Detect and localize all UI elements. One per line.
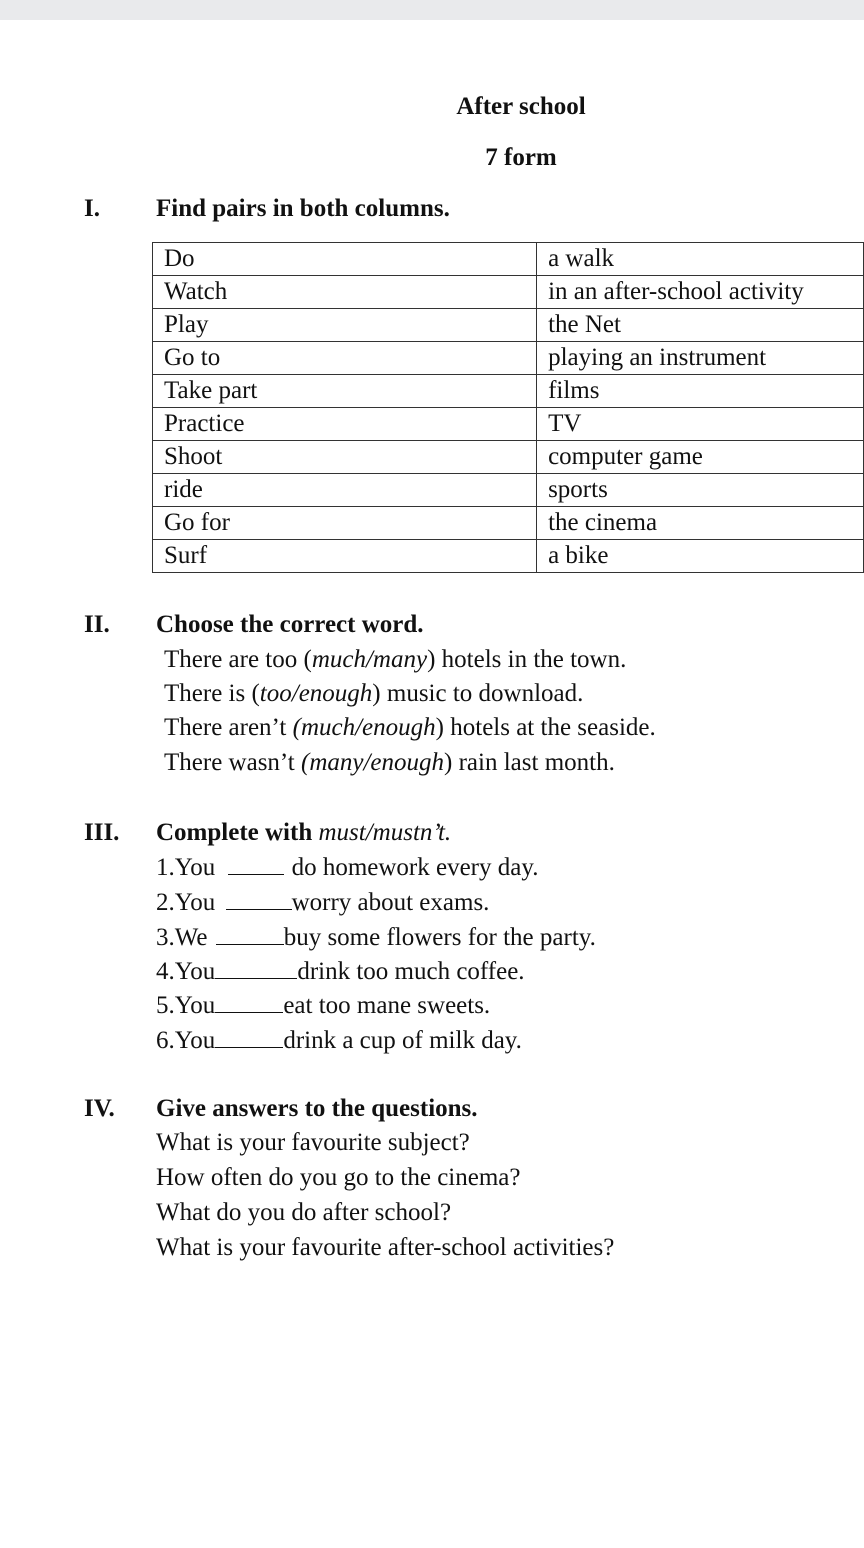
right-cell: TV (537, 408, 864, 441)
left-cell: Surf (153, 540, 537, 573)
task-4-number: IV. (84, 1095, 115, 1122)
word-choice: (much/enough (292, 714, 436, 741)
table-row (153, 375, 864, 408)
item-end: do homework every day. (291, 854, 539, 881)
top-status-bar (0, 0, 864, 20)
table-row (153, 309, 864, 342)
right-cell: a bike (537, 540, 864, 573)
task-2-heading: Choose the correct word. (156, 611, 424, 638)
word-choice: too/enough (259, 680, 373, 707)
item-end: buy some flowers for the party. (283, 924, 596, 951)
task-1-number: I. (84, 195, 100, 222)
table-row (153, 507, 864, 540)
right-cell: computer game (537, 441, 864, 474)
task-3-heading-words: must/mustn’t. (318, 819, 452, 846)
item-end: worry about exams. (291, 889, 490, 916)
table-row (153, 408, 864, 441)
left-cell: Watch (153, 276, 537, 309)
table-row (153, 441, 864, 474)
left-cell: Take part (153, 375, 537, 408)
item-end: drink a cup of milk day. (283, 1027, 522, 1054)
answer-blank (216, 922, 284, 945)
task-4-heading: Give answers to the questions. (156, 1095, 478, 1122)
choice-sentence (164, 679, 583, 709)
answer-blank (226, 887, 292, 910)
page-subtitle: 7 form (485, 144, 557, 171)
left-cell: Go for (153, 507, 537, 540)
gap-fill-item (156, 990, 490, 1021)
answer-blank (228, 852, 284, 875)
left-cell: Go to (153, 342, 537, 375)
choice-sentence (164, 748, 615, 778)
sentence-end: ) hotels in the town. (427, 646, 627, 673)
right-cell: the cinema (537, 507, 864, 540)
right-cell: a walk (537, 243, 864, 276)
table-row (153, 243, 864, 276)
sentence-end: ) hotels at the seaside. (435, 714, 656, 741)
table-row (153, 342, 864, 375)
task-2-number: II. (84, 611, 110, 638)
item-start: 3.We (156, 924, 214, 951)
question: What is your favourite subject? (156, 1129, 470, 1156)
right-cell: in an after-school activity (537, 276, 864, 309)
table-row (153, 474, 864, 507)
sentence-start: There aren’t (164, 714, 293, 741)
left-cell: ride (153, 474, 537, 507)
question: How often do you go to the cinema? (156, 1164, 521, 1191)
task-3-heading-text: Complete with (156, 819, 319, 846)
item-start: 4.You (156, 958, 216, 985)
right-cell: films (537, 375, 864, 408)
gap-fill-item (156, 852, 538, 883)
left-cell: Shoot (153, 441, 537, 474)
answer-blank (215, 956, 297, 979)
sentence-start: There is ( (164, 680, 260, 707)
sentence-start: There wasn’t (164, 749, 301, 776)
item-end: drink too much coffee. (297, 958, 525, 985)
right-cell: sports (537, 474, 864, 507)
right-cell: the Net (537, 309, 864, 342)
gap-fill-item (156, 922, 596, 953)
gap-fill-item (156, 956, 525, 987)
page-title: After school (456, 93, 586, 120)
sentence-start: There are too ( (164, 646, 312, 673)
gap-fill-item (156, 887, 489, 918)
question: What is your favourite after-school activities? (156, 1234, 615, 1261)
sentence-end: ) music to download. (372, 680, 584, 707)
item-start: 6.You (156, 1027, 216, 1054)
question: What do you do after school? (156, 1199, 452, 1226)
left-cell: Play (153, 309, 537, 342)
left-cell: Do (153, 243, 537, 276)
task-3-number: III. (84, 819, 120, 846)
table-row (153, 540, 864, 573)
choice-sentence (164, 713, 656, 743)
answer-blank (215, 990, 283, 1013)
item-end: eat too mane sweets. (283, 992, 491, 1019)
right-cell: playing an instrument (537, 342, 864, 375)
table-row (153, 276, 864, 309)
left-cell: Practice (153, 408, 537, 441)
item-start: 2.You (156, 889, 222, 916)
item-start: 1.You (156, 854, 222, 881)
word-choice: (many/enough (301, 749, 445, 776)
answer-blank (215, 1025, 283, 1048)
task-1-heading: Find pairs in both columns. (156, 195, 450, 222)
pairs-table (152, 242, 864, 573)
sentence-end: ) rain last month. (444, 749, 615, 776)
item-start: 5.You (156, 992, 216, 1019)
task-3-heading (156, 818, 451, 848)
gap-fill-item (156, 1025, 522, 1056)
word-choice: much/many (311, 646, 428, 673)
choice-sentence (164, 645, 626, 675)
